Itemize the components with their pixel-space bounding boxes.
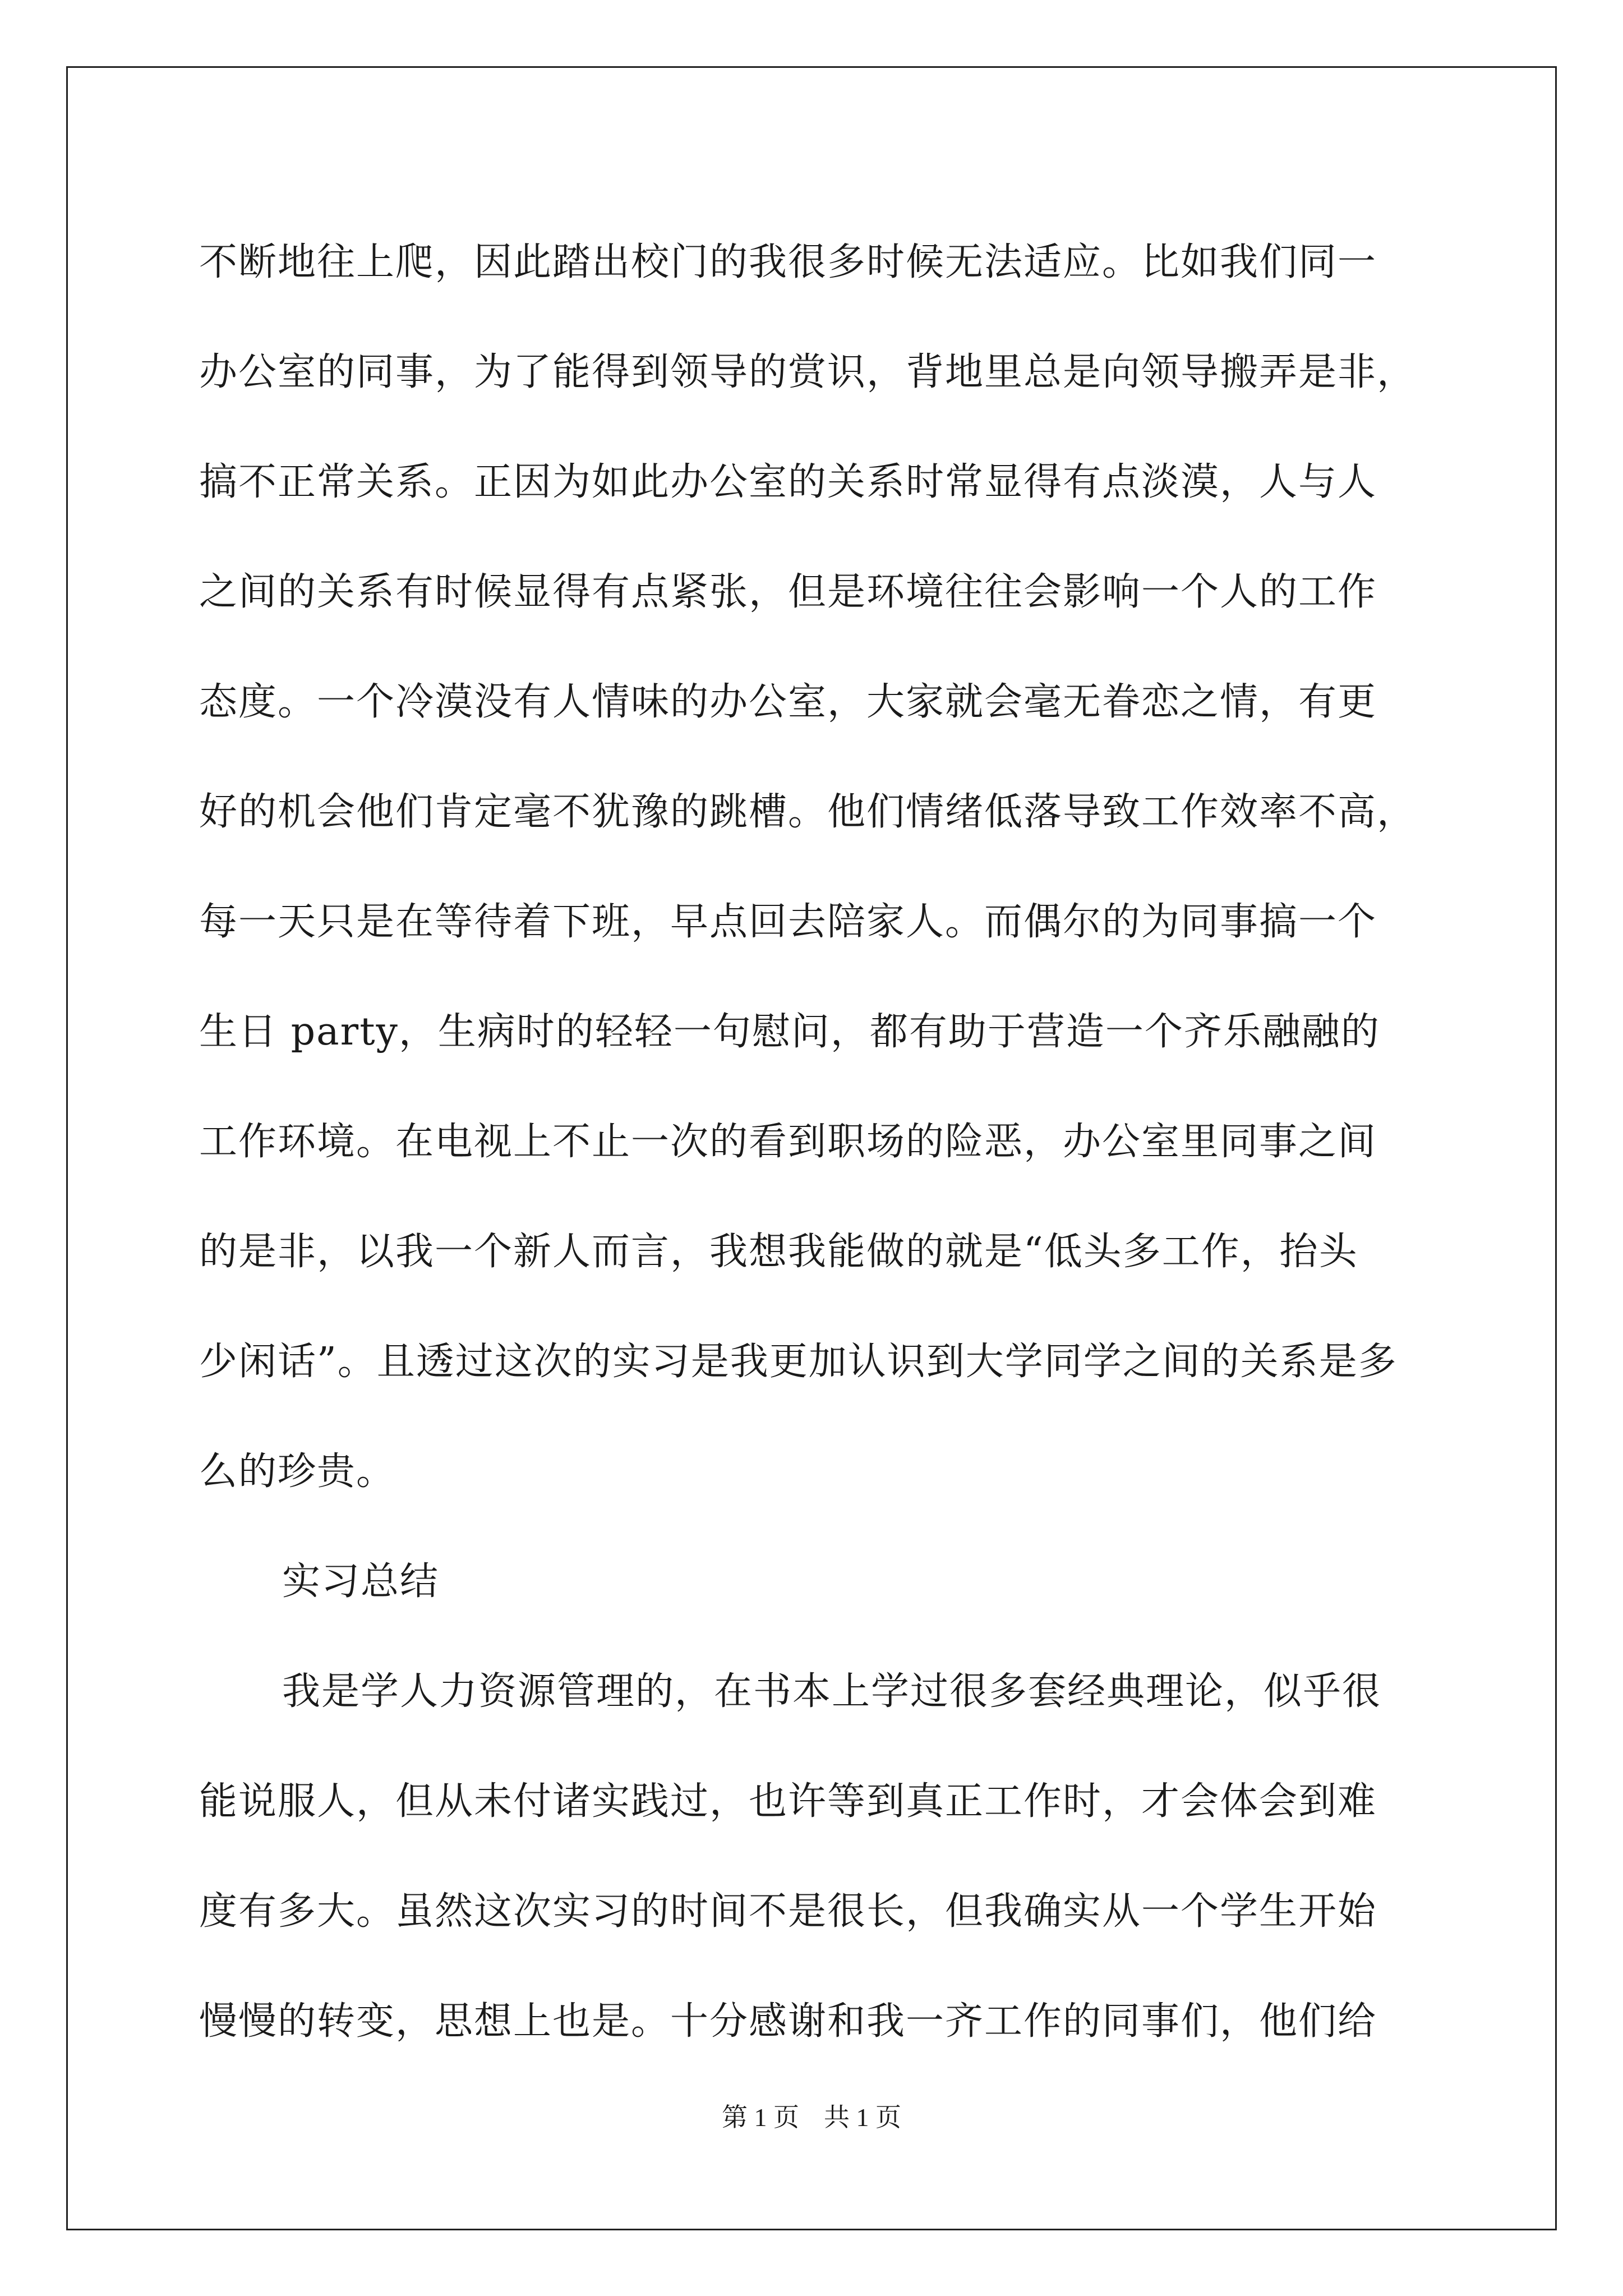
document-body [199, 208, 1433, 2077]
page-total: 共 1 页 [824, 2103, 901, 2132]
body-line: 之间的关系有时候显得有点紧张，但是环境往往会影响一个人的工作 [199, 570, 1377, 614]
body-line: 办公室的同事，为了能得到领导的赏识，背地里总是向领导搬弄是非， [199, 350, 1417, 394]
body-line: 我是学人力资源管理的，在书本上学过很多套经典理论，似乎很 [282, 1669, 1382, 1714]
body-line: 度有多大。虽然这次实习的时间不是很长，但我确实从一个学生开始 [199, 1889, 1377, 1934]
section-heading: 实习总结 [282, 1559, 440, 1604]
page-footer [0, 2101, 1623, 2134]
body-line: 么的珍贵。 [199, 1450, 396, 1494]
body-line: 不断地往上爬，因此踏出校门的我很多时候无法适应。比如我们同一 [199, 240, 1377, 284]
body-line: 工作环境。在电视上不止一次的看到职场的险恶，办公室里同事之间 [199, 1120, 1377, 1164]
body-line: 少闲话”。且透过这次的实习是我更加认识到大学同学之间的关系是多 [199, 1340, 1398, 1384]
body-line: 搞不正常关系。正因为如此办公室的关系时常显得有点淡漠，人与人 [199, 460, 1377, 504]
page-number: 第 1 页 [722, 2103, 799, 2132]
body-line: 好的机会他们肯定毫不犹豫的跳槽。他们情绪低落导致工作效率不高， [199, 790, 1417, 834]
body-line: 慢慢的转变，思想上也是。十分感谢和我一齐工作的同事们，他们给 [199, 1999, 1377, 2044]
body-line: 每一天只是在等待着下班，早点回去陪家人。而偶尔的为同事搞一个 [199, 900, 1377, 944]
body-line: 态度。一个冷漠没有人情味的办公室，大家就会毫无眷恋之情，有更 [199, 680, 1377, 724]
body-line: 的是非，以我一个新人而言，我想我能做的就是“低头多工作，抬头 [199, 1230, 1358, 1274]
body-line: 能说服人，但从未付诸实践过，也许等到真正工作时，才会体会到难 [199, 1779, 1377, 1824]
body-line: 生日 party，生病时的轻轻一句慰问，都有助于营造一个齐乐融融的 [199, 1010, 1380, 1054]
